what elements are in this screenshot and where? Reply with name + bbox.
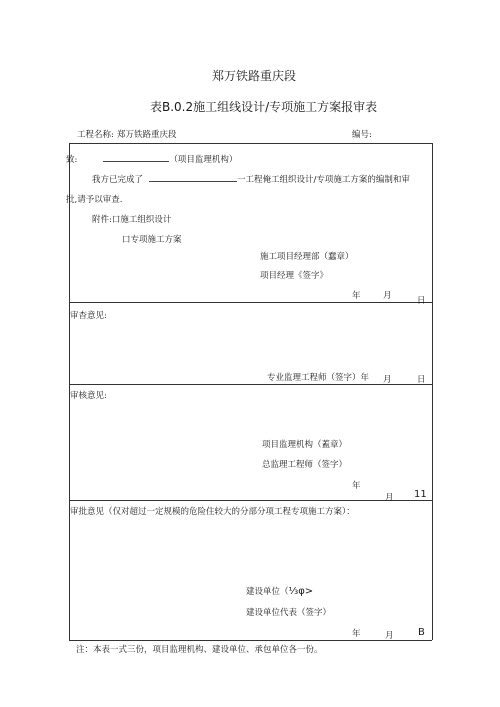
section1-month: 月	[383, 291, 392, 301]
form-title: 表B.0.2施工组线设计/专项施工方案报审表	[150, 100, 378, 114]
addressee-suffix: （项目监理机构）	[169, 155, 238, 165]
construction-dept-seal: 施工项目经理部（蠢章）	[260, 252, 354, 262]
project-manager-signature: 项目经理《签字》	[260, 271, 329, 281]
approval-opinion-label: 审批意见（仅对超过一定规模的危险住较大的分部分项工程专项施工方案）：	[70, 507, 355, 517]
specialist-engineer-signature: 专业监理工程师（签字）年	[267, 373, 370, 383]
section3-year: 年	[352, 481, 361, 491]
section2-day: 日	[417, 375, 426, 385]
footer-note: 注：本表一式三份，项目监理机构、建设单位、承包单位各一份。	[76, 645, 323, 655]
section4-day: B	[418, 627, 425, 638]
audit-opinion-label: 审核意见:	[70, 391, 107, 401]
section1-day: 日	[417, 296, 426, 306]
chief-engineer-signature: 总监理工程师（签字）	[262, 460, 348, 470]
review-opinion-label: 审杳意见:	[70, 311, 107, 321]
document-title: 郑万铁路重庆段	[212, 69, 297, 83]
attachment-construction-org-design[interactable]: 附件:口施工组织设计	[92, 215, 172, 225]
addressee-blank[interactable]	[103, 152, 169, 162]
addressee-prefix: 致:	[66, 155, 78, 165]
section2-month: 月	[383, 375, 392, 385]
section3-month: 月	[385, 493, 394, 503]
attachment-special-plan[interactable]: 口专项施工方案	[122, 235, 182, 245]
section1-year: 年	[352, 291, 361, 301]
supervision-org-seal: 项目监理机构（蓋章）	[262, 440, 348, 450]
owner-unit-mark: ⅓φ>	[288, 586, 314, 597]
owner-rep-signature: 建设单位代表（签字）	[246, 608, 332, 618]
owner-unit-seal: 建设单位（	[246, 587, 289, 597]
section4-month: 月	[385, 631, 394, 641]
form-number-label: 编号:	[352, 130, 372, 140]
completion-text-prefix: 我方已完成了	[92, 175, 144, 185]
project-blank[interactable]	[149, 172, 237, 182]
completion-text-suffix: 一工程俺工组织设计/专项施工方案的编制和审	[237, 175, 410, 185]
completion-text-line2: 批,请予以审查.	[66, 195, 123, 205]
project-name-value: 郑万铁路重庆段	[117, 130, 177, 140]
project-name-label: 工程名称:	[77, 130, 114, 140]
section3-day: 11	[414, 489, 427, 500]
section4-year: 年	[352, 629, 361, 639]
